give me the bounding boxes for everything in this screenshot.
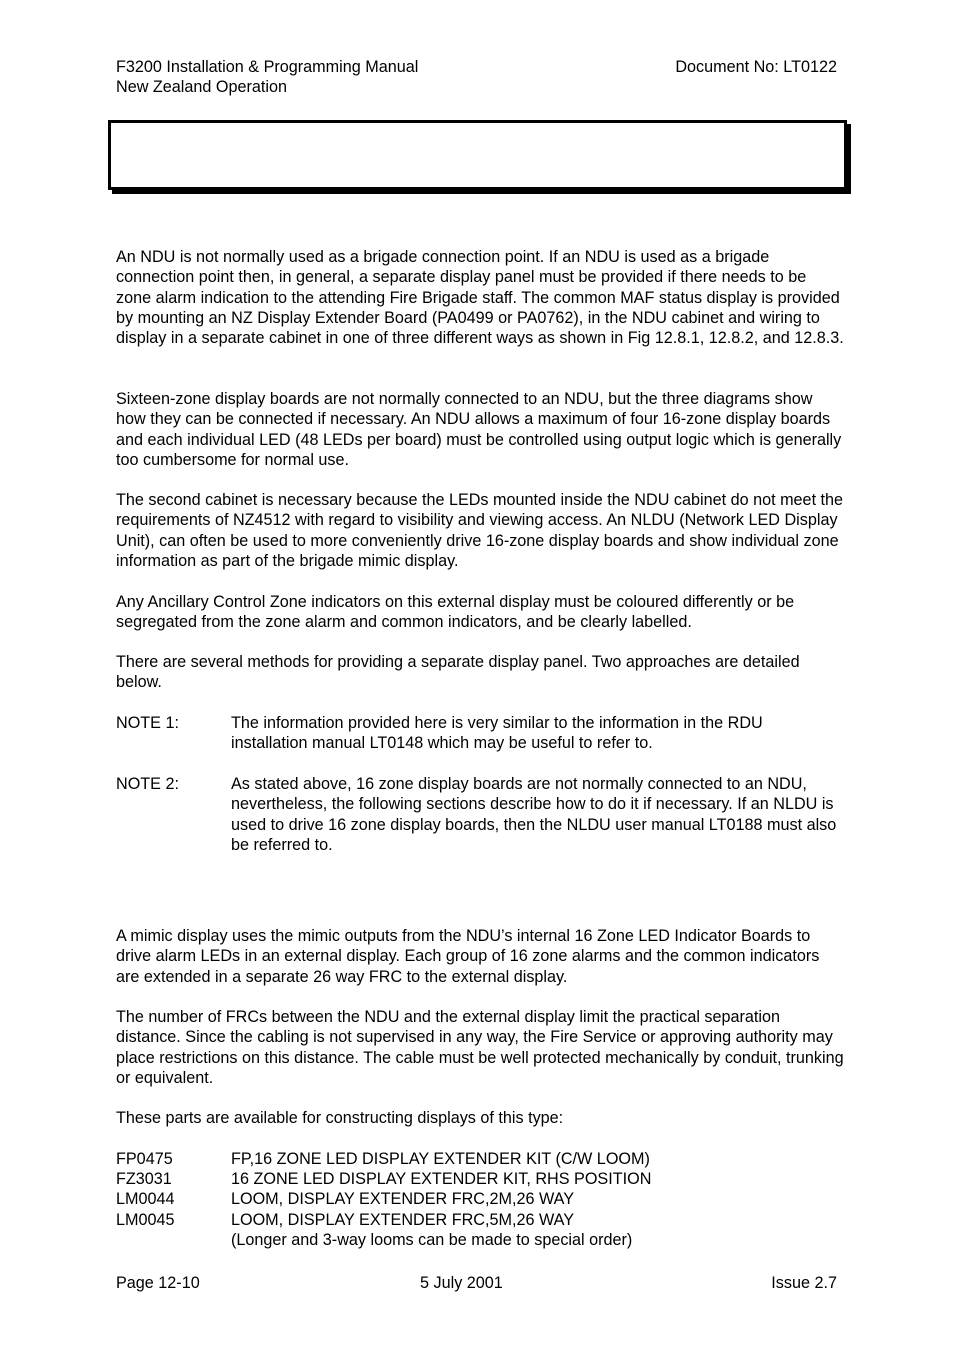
part-code: FP0475 [116, 1150, 173, 1168]
part-description: FP,16 ZONE LED DISPLAY EXTENDER KIT (C/W LOOM) [231, 1150, 650, 1168]
manual-title: F3200 Installation & Programming Manual [116, 58, 419, 76]
paragraph-frc-distance: The number of FRCs between the NDU and the external display limit the practical separation distance. Since the cabling is not supervised in any way, the Fire Service or approving authority may place restrictions on this distance. The cable must be well protected mechanically by conduit, trunking or equivalent. [116, 1008, 844, 1087]
part-code: FZ3031 [116, 1170, 172, 1188]
paragraph-second-cabinet: The second cabinet is necessary because the LEDs mounted inside the NDU cabinet do not meet the requirements of NZ4512 with regard to visibility and viewing access. An NLDU (Network LED Display Unit), can often be used to more conveniently drive 16-zone display boards and show individual zone information as part of the brigade mimic display. [116, 491, 844, 570]
document-number: Document No: LT0122 [675, 58, 837, 76]
paragraph-parts-intro: These parts are available for constructing displays of this type: [116, 1109, 564, 1127]
note-2-label: NOTE 2: [116, 775, 179, 793]
header-left [116, 57, 576, 98]
part-description: 16 ZONE LED DISPLAY EXTENDER KIT, RHS POSITION [231, 1170, 652, 1188]
note-2-text: As stated above, 16 zone display boards are not normally connected to an NDU, nevertheless, the following sections describe how to do it if necessary. If an NLDU is used to drive 16 zone display boards, then the NLDU user manual LT0188 must also be referred to. [231, 775, 837, 854]
paragraph-ndu-brigade: An NDU is not normally used as a brigade connection point. If an NDU is used as a brigade connection point then, in general, a separate display panel must be provided if there needs to be zone alarm indication to the attending Fire Brigade staff. The common MAF status display is provided by mounting an NZ Display Extender Board (PA0499 or PA0762), in the NDU cabinet and wiring to display in a separate cabinet in one of three different ways as shown in Fig 12.8.1, 12.8.2, and 12.8.3. [116, 248, 844, 348]
section-title-box [108, 120, 847, 190]
part-description: LOOM, DISPLAY EXTENDER FRC,2M,26 WAY [231, 1190, 575, 1208]
part-code: LM0045 [116, 1211, 175, 1229]
note-1-label: NOTE 1: [116, 714, 179, 732]
footer-issue: Issue 2.7 [771, 1274, 837, 1292]
footer-page-number: Page 12-10 [116, 1274, 200, 1292]
part-description: LOOM, DISPLAY EXTENDER FRC,5M,26 WAY [231, 1211, 575, 1229]
paragraph-ancillary: Any Ancillary Control Zone indicators on this external display must be coloured differently or be segregated from the zone alarm and common indicators, and be clearly labelled. [116, 593, 795, 632]
paragraph-methods: There are several methods for providing a separate display panel. Two approaches are detailed below. [116, 653, 800, 692]
part-code: LM0044 [116, 1190, 175, 1208]
paragraph-mimic-display: A mimic display uses the mimic outputs from the NDU’s internal 16 Zone LED Indicator Boards to drive alarm LEDs in an external display. Each group of 16 zone alarms and the common indicators are extended in a separate 26 way FRC to the external display. [116, 927, 820, 986]
parts-note: (Longer and 3-way looms can be made to special order) [231, 1231, 633, 1249]
manual-subtitle: New Zealand Operation [116, 78, 287, 97]
footer-date: 5 July 2001 [420, 1274, 503, 1292]
note-1-text: The information provided here is very similar to the information in the RDU installation manual LT0148 which may be useful to refer to. [231, 714, 763, 753]
paragraph-sixteen-zone: Sixteen-zone display boards are not normally connected to an NDU, but the three diagrams show how they can be connected if necessary. An NDU allows a maximum of four 16-zone display boards and each individual LED (48 LEDs per board) must be controlled using output logic which is generally too cumbersome for normal use. [116, 390, 842, 469]
